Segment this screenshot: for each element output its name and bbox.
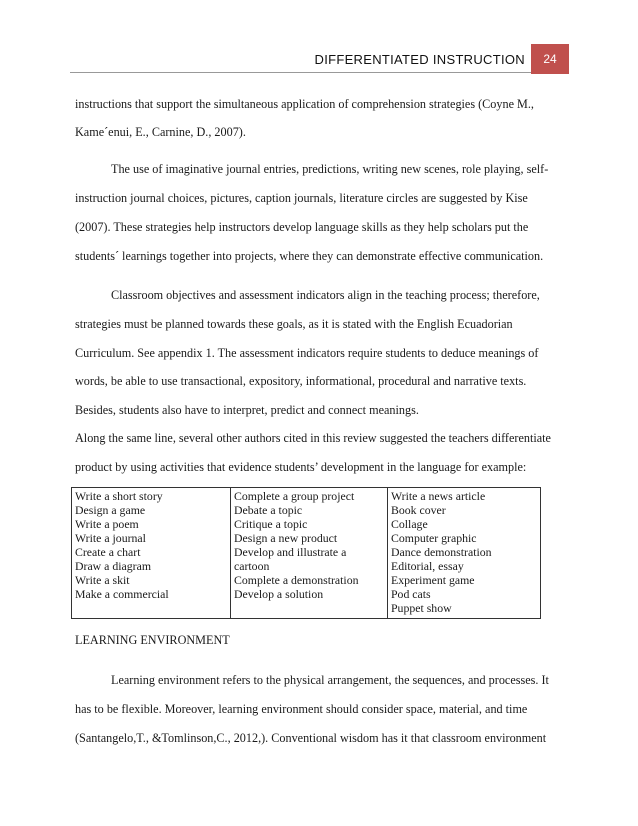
page-number-badge: 24 <box>531 44 569 74</box>
header-rule <box>70 72 538 73</box>
activity-item: Design a new product <box>234 531 338 545</box>
section-heading: LEARNING ENVIRONMENT <box>75 633 230 647</box>
activity-item: Write a short story <box>75 489 163 503</box>
activity-item: Editorial, essay <box>391 559 464 573</box>
activity-item: Experiment game <box>391 573 475 587</box>
activity-item: Critique a topic <box>234 517 308 531</box>
activity-item: Develop and illustrate a <box>234 545 347 559</box>
activity-item: Design a game <box>75 503 146 517</box>
activity-item: Book cover <box>391 503 446 517</box>
body-line: strategies must be planned towards these goals, as it is stated with the English Ecuadorian <box>75 317 513 331</box>
activity-item: Write a poem <box>75 517 139 531</box>
table-cell <box>231 488 388 619</box>
body-line: The use of imaginative journal entries, predictions, writing new scenes, role playing, self- <box>111 162 549 176</box>
body-line: students´ learnings together into projects, where they can demonstrate effective communication. <box>75 249 544 263</box>
body-line: instructions that support the simultaneous application of comprehension strategies (Coyne M., <box>75 97 534 111</box>
activity-item: Create a chart <box>75 545 141 559</box>
body-line: Kame´enui, E., Carnine, D., 2007). <box>75 125 246 139</box>
body-line: has to be flexible. Moreover, learning environment should consider space, material, and time <box>75 702 528 716</box>
table-cell <box>388 488 541 619</box>
table-row <box>72 488 541 619</box>
activity-item: Computer graphic <box>391 531 477 545</box>
activity-item: Debate a topic <box>234 503 303 517</box>
activities-table <box>71 487 541 619</box>
body-line: Curriculum. See appendix 1. The assessment indicators require students to deduce meanings of <box>75 346 539 360</box>
body-line: instruction journal choices, pictures, caption journals, literature circles are suggested by Kise <box>75 191 528 205</box>
activity-item: Write a skit <box>75 573 130 587</box>
activity-item: Dance demonstration <box>391 545 492 559</box>
activity-item: cartoon <box>234 559 270 573</box>
activity-item: Complete a demonstration <box>234 573 359 587</box>
activity-item: Draw a diagram <box>75 559 151 573</box>
activity-item: Pod cats <box>391 587 431 601</box>
activity-item: Collage <box>391 517 428 531</box>
body-line: Classroom objectives and assessment indicators align in the teaching process; therefore, <box>111 288 540 302</box>
activity-item: Write a news article <box>391 489 486 503</box>
body-line: (Santangelo,T., &Tomlinson,C., 2012,). Conventional wisdom has it that classroom environment <box>75 731 547 745</box>
activity-item: Write a journal <box>75 531 146 545</box>
activity-item: Develop a solution <box>234 587 324 601</box>
body-line: (2007). These strategies help instructors develop language skills as they help scholars put the <box>75 220 529 234</box>
table-cell <box>72 488 231 619</box>
activity-item: Make a commercial <box>75 587 169 601</box>
body-line: Besides, students also have to interpret, predict and connect meanings. <box>75 403 419 417</box>
running-header-title: DIFFERENTIATED INSTRUCTION <box>314 52 525 67</box>
body-line: product by using activities that evidence students’ development in the language for example: <box>75 460 527 474</box>
body-line: words, be able to use transactional, expository, informational, procedural and narrative texts. <box>75 374 527 388</box>
activity-item: Puppet show <box>391 601 452 615</box>
body-line: Along the same line, several other authors cited in this review suggested the teachers differentiate <box>75 431 551 445</box>
activity-item: Complete a group project <box>234 489 355 503</box>
body-line: Learning environment refers to the physical arrangement, the sequences, and processes. It <box>111 673 549 687</box>
